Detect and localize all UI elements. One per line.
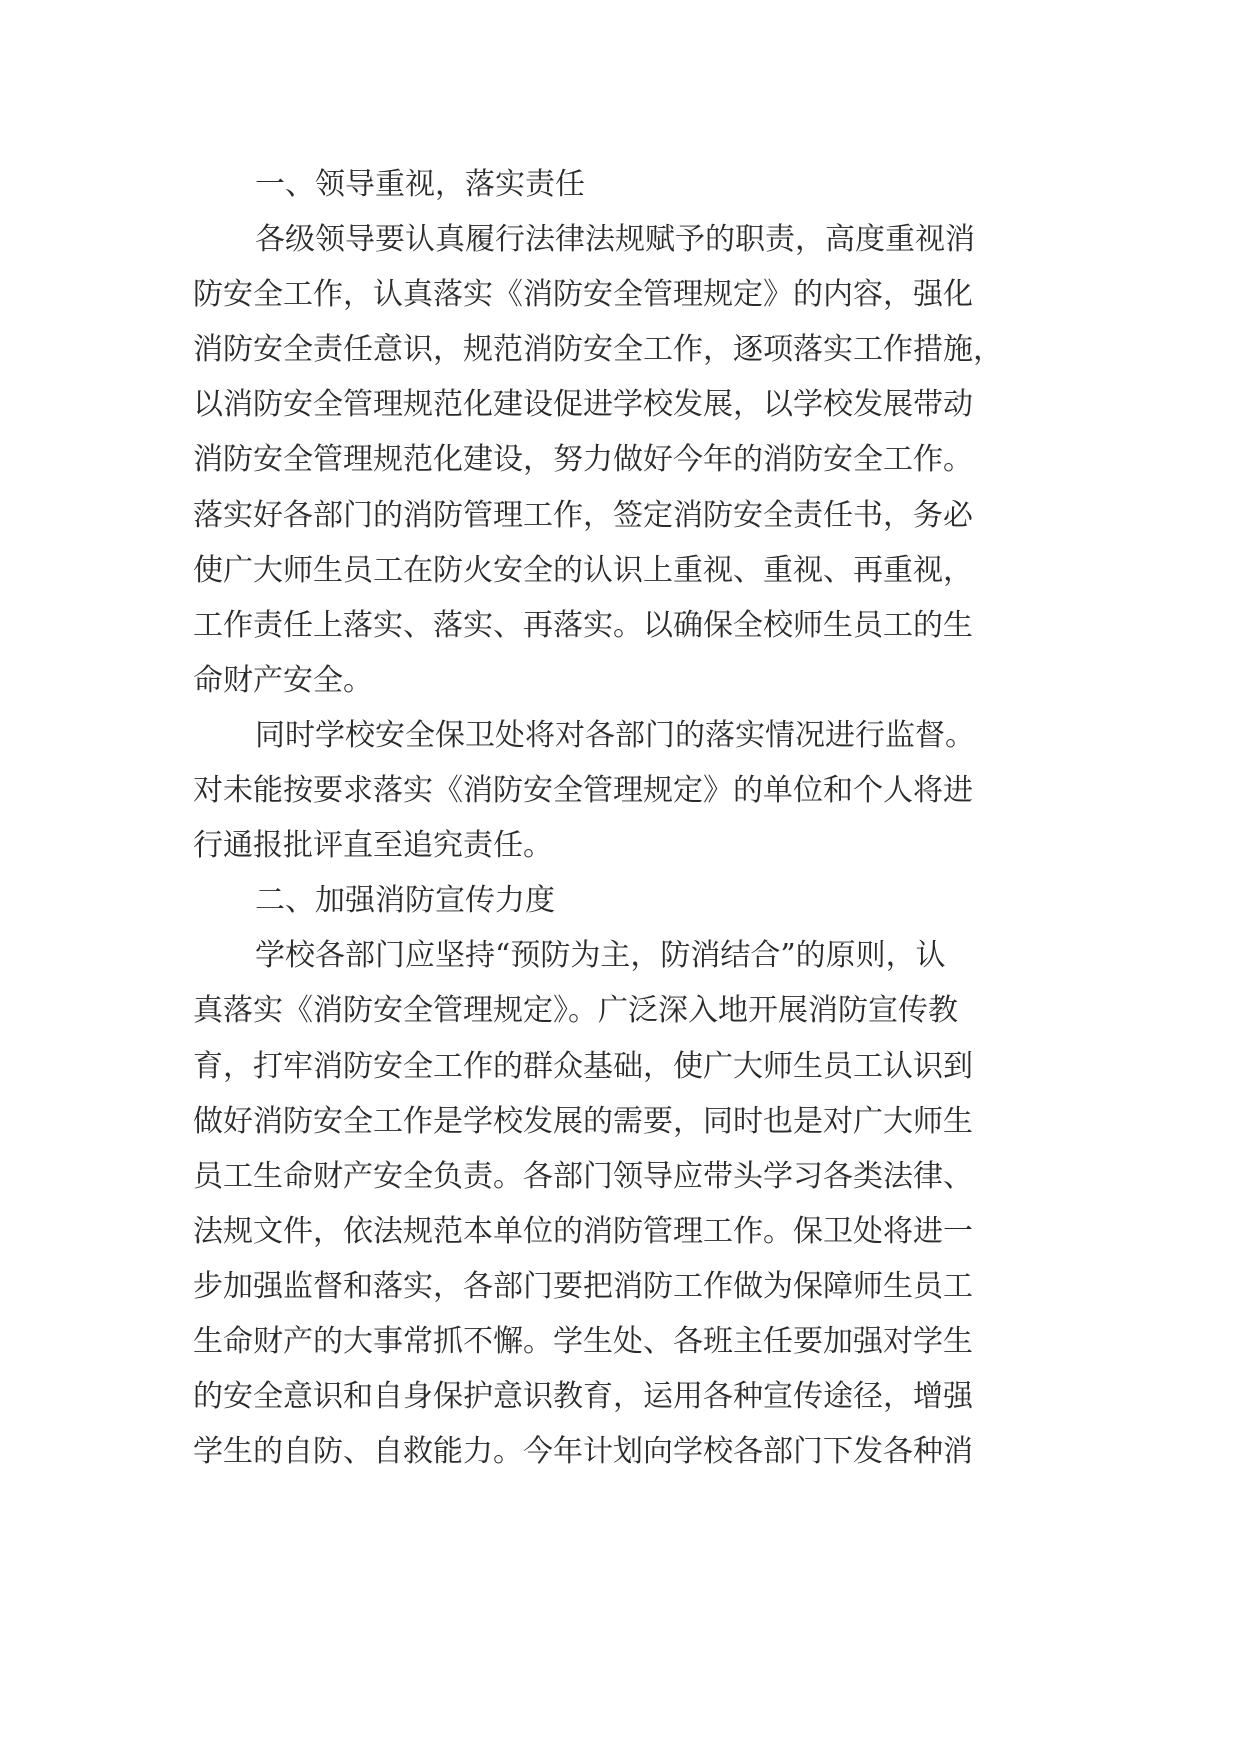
paragraph-line: 工作责任上落实、落实、再落实。以确保全校师生员工的生 — [193, 607, 973, 643]
document-body — [193, 157, 1073, 1479]
paragraph-line: 的安全意识和自身保护意识教育，运用各种宣传途径，增强 — [193, 1379, 973, 1415]
section-heading-2: 二、加强消防宣传力度 — [255, 883, 555, 919]
paragraph-line: 行通报批评直至追究责任。 — [193, 828, 553, 864]
paragraph-line: 育，打牢消防安全工作的群众基础，使广大师生员工认识到 — [193, 1048, 973, 1084]
paragraph-line: 真落实《消防安全管理规定》。广泛深入地开展消防宣传教 — [193, 993, 958, 1029]
paragraph-line: 步加强监督和落实，各部门要把消防工作做为保障师生员工 — [193, 1268, 973, 1304]
paragraph-line: 使广大师生员工在防火安全的认识上重视、重视、再重视， — [193, 552, 973, 588]
paragraph-line: 命财产安全。 — [193, 662, 373, 698]
paragraph-line: 各级领导要认真履行法律法规赋予的职责，高度重视消 — [255, 222, 975, 258]
paragraph-line: 学生的自防、自救能力。今年计划向学校各部门下发各种消 — [193, 1434, 973, 1470]
section-heading-1: 一、领导重视，落实责任 — [255, 167, 585, 202]
paragraph-line: 同时学校安全保卫处将对各部门的落实情况进行监督。 — [255, 717, 975, 753]
paragraph-line: 对未能按要求落实《消防安全管理规定》的单位和个人将进 — [193, 773, 973, 809]
paragraph-line: 消防安全管理规范化建设，努力做好今年的消防安全工作。 — [193, 442, 973, 478]
paragraph-line: 生命财产的大事常抓不懈。学生处、各班主任要加强对学生 — [193, 1323, 973, 1359]
paragraph-line: 学校各部门应坚持“预防为主，防消结合”的原则，认 — [255, 938, 946, 974]
paragraph-line: 员工生命财产安全负责。各部门领导应带头学习各类法律、 — [193, 1158, 973, 1194]
paragraph-line: 以消防安全管理规范化建设促进学校发展，以学校发展带动 — [193, 387, 973, 423]
paragraph-line: 法规文件，依法规范本单位的消防管理工作。保卫处将进一 — [193, 1213, 973, 1249]
paragraph-line: 防安全工作，认真落实《消防安全管理规定》的内容，强化 — [193, 277, 973, 313]
paragraph-line: 做好消防安全工作是学校发展的需要，同时也是对广大师生 — [193, 1103, 973, 1139]
paragraph-line: 落实好各部门的消防管理工作，签定消防安全责任书，务必 — [193, 497, 973, 533]
paragraph-line: 消防安全责任意识，规范消防安全工作，逐项落实工作措施， — [193, 332, 1003, 368]
